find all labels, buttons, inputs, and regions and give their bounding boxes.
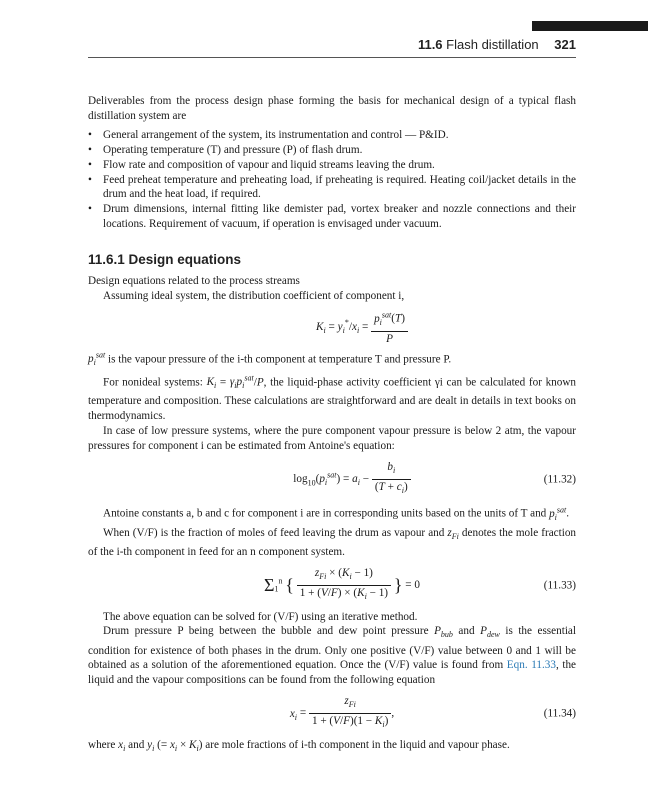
page-body: Deliverables from the process design phase forming the basis for mechanical design of a typical flash distillation system are • General arrangement of the system, its instrumentation and control — P&ID. • Operating temperature (T) and pressure (P) of flash drum. • Flow rate and composition of vapour and liquid streams leaving the drum. • Feed preheat temperature and preheating load, if preheating is required. Heating coil/jacket details in the drum and the heat load, if required. • Drum dimensions, internal fitting like demister pad, vortex breaker and nozzle connections and their locations. Requirement of vacuum, if operation is envisaged under vacuum. 11.6.1 Design equations Design equations related to the process streams Assuming ideal system, the distribution coefficient of component i, $K_i = y_i^*/x_i$ = $\frac{p_i^{sat}(T)}{P}$ $p_i^{sat}$ is the vapour pressure of the i-th component at temperature T and pressure P. For nonideal systems: $K_i = \gamma_ip_i^{sat}/P$, the liquid-phase activity coefficient γi can be calculated for known temperature and composition. These calculations are straightforward and are dealt in details in text books on thermodynamics. In case of low pressure systems, where the pure component vapour pressure is below 2 atm, the vapour pressures for component i can be estimated from Antoine's equation: $\log_{10}(p_i^{sat}) = a_i$ − $\frac{b_i}{(T + c_i)}$ (11.32) Antoine constants a, b and c for component i are in corresponding units based on the units of T and $p_i^{sat}$. When (V/F) is the fraction of moles of feed leaving the drum as vapour and $z_{Fi}$ denotes the mole fraction of the i-th component in feed for an n component system. $\Sigma_1^n$ { $\frac{z_{Fi} \times (K_i - 1)}{1 + (V/F) \times (K_i - 1)}$ } = 0 (11.33) The above equation can be solved for (V/F) using an iterative method. Drum pressure P being between the bubble and dew point pressure $P_{bub}$ and $P_{dew}$ is the essential condition for existence of both phases in the drum. Only one positive (V/F) value between 0 and 1 will be obtained as a solution of the aforementioned equation. Once the (V/F) value is found from Eqn. 11.33, the liquid and the vapour compositions can be found from the following equation $x_i$ = $\frac{z_{Fi}}{1 + (V/F)(1 - K_i)}$ , (11.34) where $x_i$ and $y_i$ (= $x_i \times K_i$) are mole fractions of i-th component in the liquid and vapour phase. (88, 94, 576, 757)
list-item: • Flow rate and composition of vapour and liquid streams leaving the drum. (88, 158, 576, 173)
paragraph: Assuming ideal system, the distribution coefficient of component i, (103, 289, 405, 302)
paragraph: , the liquid and the vapour compositions can be found from the following equation (88, 659, 577, 687)
section-heading: 11.6.1 Design equations (88, 252, 242, 268)
equation-ki: $K_i = y_i^*/x_i$ = $\frac{p_i^{sat}(T)}{P}$ (148, 308, 576, 347)
paragraph: In case of low pressure systems, where the pure component vapour pressure is below 2 atm, the vapour pressures for component i can be estimated from Antoine's equation: (88, 425, 576, 453)
equation-number: (11.34) (543, 707, 576, 720)
list-item: • Drum dimensions, internal fitting like demister pad, vortex breaker and nozzle connections and their locations. Requirement of vacuum, if operation is envisaged under vacuum. (88, 202, 576, 232)
deliverables-list (88, 128, 576, 232)
equation-rachford-rice: $\Sigma_1^n$ { $\frac{z_{Fi} \times (K_i - 1)}{1 + (V/F) \times (K_i - 1)}$ } = 0 (11.33) (264, 567, 576, 602)
equation-number: (11.33) (543, 579, 576, 592)
paragraph: Antoine constants a, b and c for component i are in corresponding units based on the units of T and (103, 508, 547, 521)
section-number: 11.6 (417, 37, 443, 52)
paragraph: denotes the mole fraction of the i-th component in feed for an n component system. (88, 527, 577, 559)
paragraph: The above equation can be solved for (V/F) using an iterative method. (103, 610, 418, 623)
paragraph: Design equations related to the process streams (88, 275, 300, 288)
header-bar (532, 21, 648, 31)
list-item: • Operating temperature (T) and pressure (P) of flash drum. (88, 143, 576, 158)
paragraph: Drum pressure P being between the bubble and dew point pressure (103, 625, 429, 638)
page-number: 321 (554, 37, 576, 52)
header-rule (88, 57, 576, 58)
equation-number: (11.32) (543, 473, 576, 486)
paragraph: , the liquid-phase activity coefficient γi can be calculated for known temperature and composition. These calculations are straightforward and are dealt in details in text books on thermodynamics. (88, 376, 577, 423)
paragraph: is the essential condition for existence of both phases in the drum. Only one positive (V/F) value between 0 and 1 will be obtained as a solution of the aforementioned equation. Once the (V/F) value is found from (88, 625, 577, 672)
running-header (418, 37, 576, 52)
section-title: Flash distillation (446, 37, 539, 52)
intro-paragraph: Deliverables from the process design phase forming the basis for mechanical design of a typical flash distillation system are (88, 95, 576, 122)
list-item: • General arrangement of the system, its instrumentation and control — P&ID. (88, 128, 576, 143)
paragraph: For nonideal systems: (103, 376, 203, 389)
equation-antoine: $\log_{10}(p_i^{sat}) = a_i$ − $\frac{b_i}{(T + c_i)}$ (11.32) (293, 461, 576, 496)
paragraph: is the vapour pressure of the i-th component at temperature T and pressure P. (107, 353, 452, 366)
paragraph: When (V/F) is the fraction of moles of feed leaving the drum as vapour and (103, 527, 445, 540)
equation-link[interactable]: Eqn. 11.33 (506, 659, 556, 672)
paragraph: are mole fractions of i-th component in the liquid and vapour phase. (205, 738, 510, 751)
equation-liquid-composition: $x_i$ = $\frac{z_{Fi}}{1 + (V/F)(1 - K_i)}$ , (11.34) (289, 695, 576, 730)
list-item: • Feed preheat temperature and preheating load, if preheating is required. Heating coil/jacket details in the drum and the heat load, if required. (88, 173, 576, 203)
